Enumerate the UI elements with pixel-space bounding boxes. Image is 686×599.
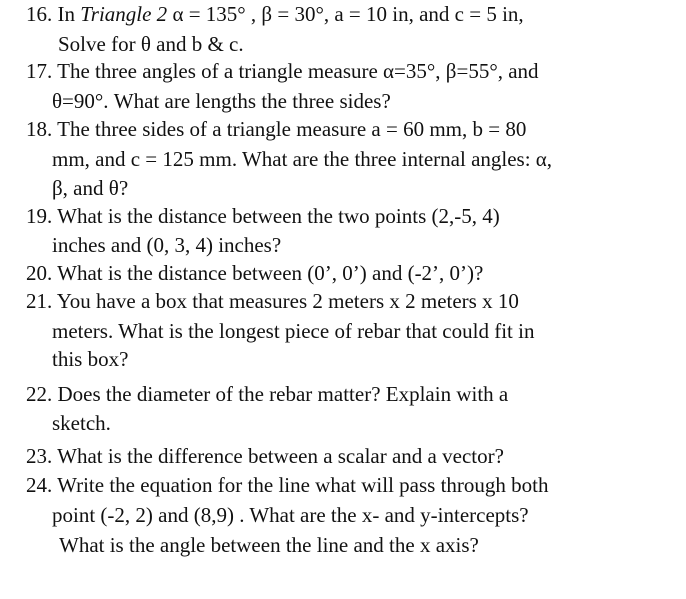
question-21 (26, 288, 519, 314)
question-16-line-2: Solve for θ and b & c. (58, 32, 244, 56)
question-20 (26, 260, 483, 286)
question-23 (26, 443, 504, 469)
question-24-line-2: point (-2, 2) and (8,9) . What are the x- and y-intercepts? (52, 503, 529, 527)
question-text: Write the equation for the line what will pass through both (57, 473, 549, 497)
question-22 (26, 381, 508, 407)
question-17 (26, 58, 539, 84)
question-text: In (57, 2, 81, 26)
question-number: 24. (26, 473, 53, 497)
question-number: 17. (26, 59, 53, 83)
question-text: What is the difference between a scalar and a vector? (57, 444, 504, 468)
question-16 (26, 1, 524, 27)
question-text: What is the distance between the two points (2,-5, 4) (57, 204, 500, 228)
question-text: You have a box that measures 2 meters x 2 meters x 10 (56, 289, 519, 313)
question-number: 16. (26, 2, 53, 26)
question-17-line-2: θ=90°. What are lengths the three sides? (52, 89, 391, 113)
question-text: What is the distance between (0’, 0’) and (-2’, 0’)? (57, 261, 484, 285)
question-text: α = 135° , β = 30°, a = 10 in, and c = 5 in, (167, 2, 524, 26)
question-number: 22. (26, 382, 53, 406)
question-number: 23. (26, 444, 53, 468)
question-24-line-3: What is the angle between the line and the x axis? (59, 533, 479, 557)
question-21-line-2: meters. What is the longest piece of rebar that could fit in (52, 319, 535, 343)
question-number: 21. (26, 289, 53, 313)
question-text: The three angles of a triangle measure α=35°, β=55°, and (57, 59, 539, 83)
question-22-line-2: sketch. (52, 411, 111, 435)
question-19 (26, 203, 500, 229)
question-21-line-3: this box? (52, 347, 129, 371)
question-18 (26, 116, 526, 142)
question-24 (26, 472, 549, 498)
question-number: 20. (26, 261, 53, 285)
question-18-line-3: β, and θ? (52, 176, 129, 200)
question-18-line-2: mm, and c = 125 mm. What are the three internal angles: α, (52, 147, 553, 171)
question-number: 19. (26, 204, 53, 228)
question-text: The three sides of a triangle measure a = 60 mm, b = 80 (57, 117, 527, 141)
question-text: Does the diameter of the rebar matter? Explain with a (57, 382, 509, 406)
question-number: 18. (26, 117, 53, 141)
question-19-line-2: inches and (0, 3, 4) inches? (52, 233, 282, 257)
question-text-italic: Triangle 2 (80, 2, 168, 26)
